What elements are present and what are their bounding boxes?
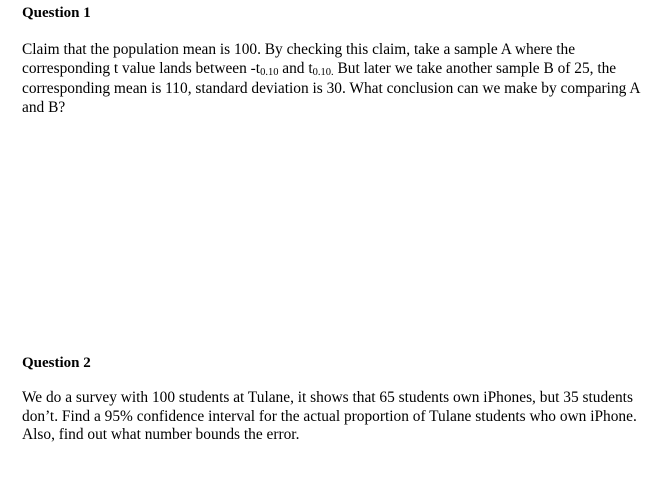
question-1-text xyxy=(22,41,647,118)
t-subscript-2: 0.10. xyxy=(312,66,334,78)
t-subscript-1: 0.10 xyxy=(260,66,279,78)
question-1-text-part3: But later we take another sample B of 25, the corresponding mean is 110, standard deviation is 30. What conclusion can we make by comparing A and B? xyxy=(22,59,640,117)
question-2-heading: Question 2 xyxy=(22,355,91,371)
question-1-text-part2: and t xyxy=(278,59,313,77)
question-1-heading: Question 1 xyxy=(22,5,91,21)
question-2-text: We do a survey with 100 students at Tulane, it shows that 65 students own iPhones, but 35 students don’t. Find a 95% confidence interval for the actual proportion of Tulane students who own iPhone. Also, find out what number bounds the error. xyxy=(22,389,637,444)
question-1-text-part1: Claim that the population mean is 100. By checking this claim, take a sample A where the corresponding t value lands between -t xyxy=(22,41,576,77)
